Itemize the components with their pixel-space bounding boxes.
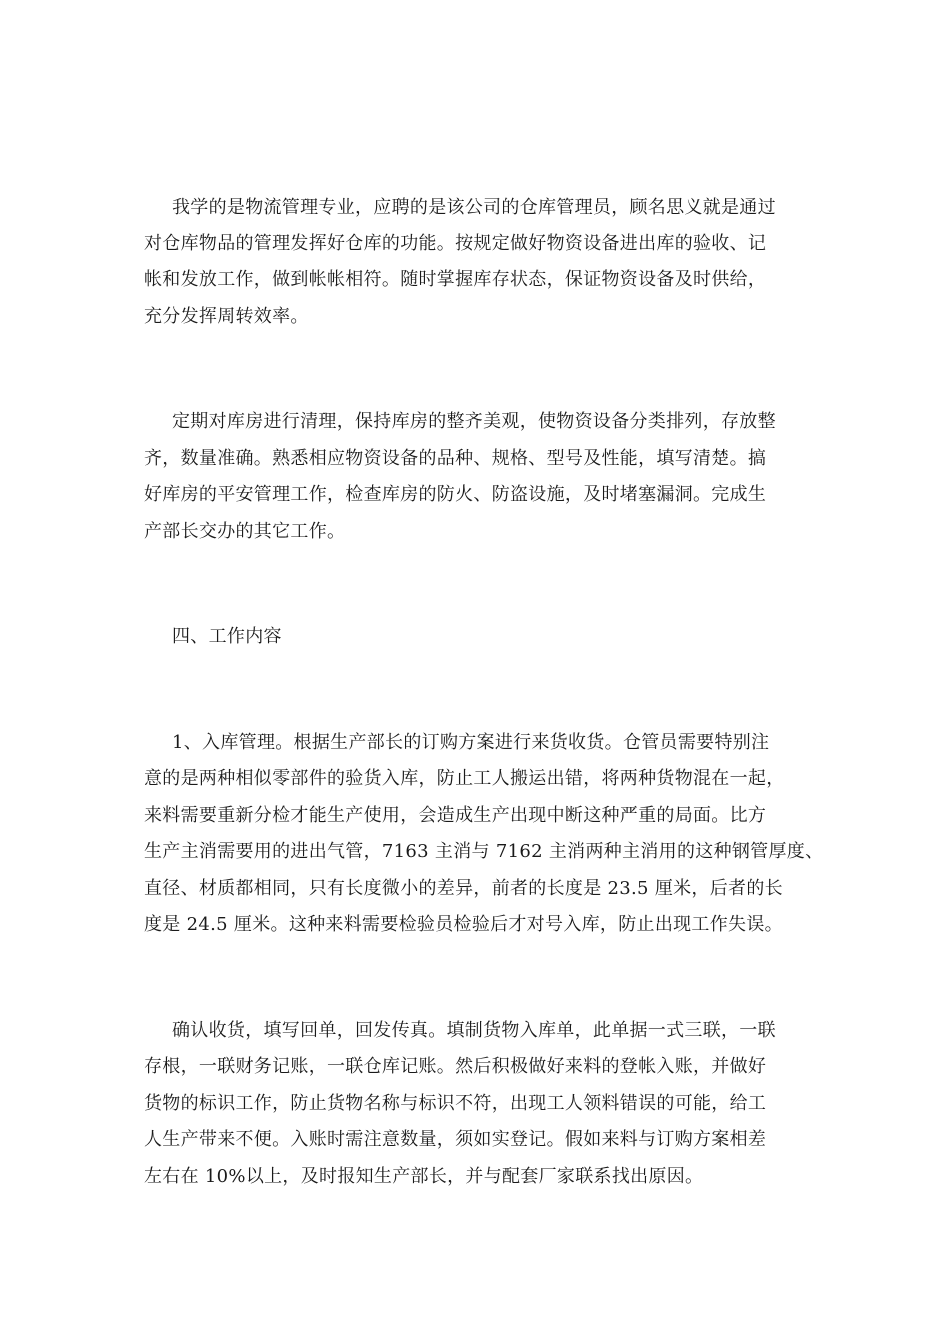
paragraph-line: 对仓库物品的管理发挥好仓库的功能。按规定做好物资设备进出库的验收、记 bbox=[144, 233, 767, 254]
paragraph-line: 来料需要重新分检才能生产使用，会造成生产出现中断这种严重的局面。比方 bbox=[144, 805, 767, 826]
paragraph-line: 充分发挥周转效率。 bbox=[144, 306, 309, 327]
paragraph-line: 直径、材质都相同，只有长度微小的差异，前者的长度是 23.5 厘米，后者的长 bbox=[144, 878, 783, 899]
paragraph-line: 人生产带来不便。入账时需注意数量，须如实登记。假如来料与订购方案相差 bbox=[144, 1129, 767, 1150]
paragraph-line: 帐和发放工作，做到帐帐相符。随时掌握库存状态，保证物资设备及时供给， bbox=[144, 269, 767, 290]
paragraph-line: 左右在 10%以上，及时报知生产部长，并与配套厂家联系找出原因。 bbox=[144, 1166, 704, 1187]
paragraph-line: 定期对库房进行清理，保持库房的整齐美观，使物资设备分类排列，存放整 bbox=[172, 411, 776, 432]
paragraph-line: 好库房的平安管理工作，检查库房的防火、防盗设施，及时堵塞漏洞。完成生 bbox=[144, 484, 767, 505]
paragraph-line: 确认收货，填写回单，回发传真。填制货物入库单，此单据一式三联，一联 bbox=[172, 1020, 776, 1041]
paragraph-line: 产部长交办的其它工作。 bbox=[144, 521, 346, 542]
paragraph-line: 我学的是物流管理专业，应聘的是该公司的仓库管理员，顾名思义就是通过 bbox=[172, 197, 776, 218]
paragraph-line: 度是 24.5 厘米。这种来料需要检验员检验后才对号入库，防止出现工作失误。 bbox=[144, 914, 783, 935]
section-heading-text: 四、工作内容 bbox=[172, 626, 282, 647]
paragraph-line: 齐，数量准确。熟悉相应物资设备的品种、规格、型号及性能，填写清楚。搞 bbox=[144, 448, 767, 469]
paragraph-line: 1、入库管理。根据生产部长的订购方案进行来货收货。仓管员需要特别注 bbox=[172, 732, 770, 753]
paragraph-line: 意的是两种相似零部件的验货入库，防止工人搬运出错，将两种货物混在一起， bbox=[144, 768, 785, 789]
paragraph-line: 货物的标识工作，防止货物名称与标识不符，出现工人领料错误的可能，给工 bbox=[144, 1093, 767, 1114]
paragraph-line: 存根，一联财务记账，一联仓库记账。然后积极做好来料的登帐入账，并做好 bbox=[144, 1056, 767, 1077]
paragraph-line: 生产主消需要用的进出气管，7163 主消与 7162 主消两种主消用的这种钢管厚度、 bbox=[144, 841, 824, 862]
